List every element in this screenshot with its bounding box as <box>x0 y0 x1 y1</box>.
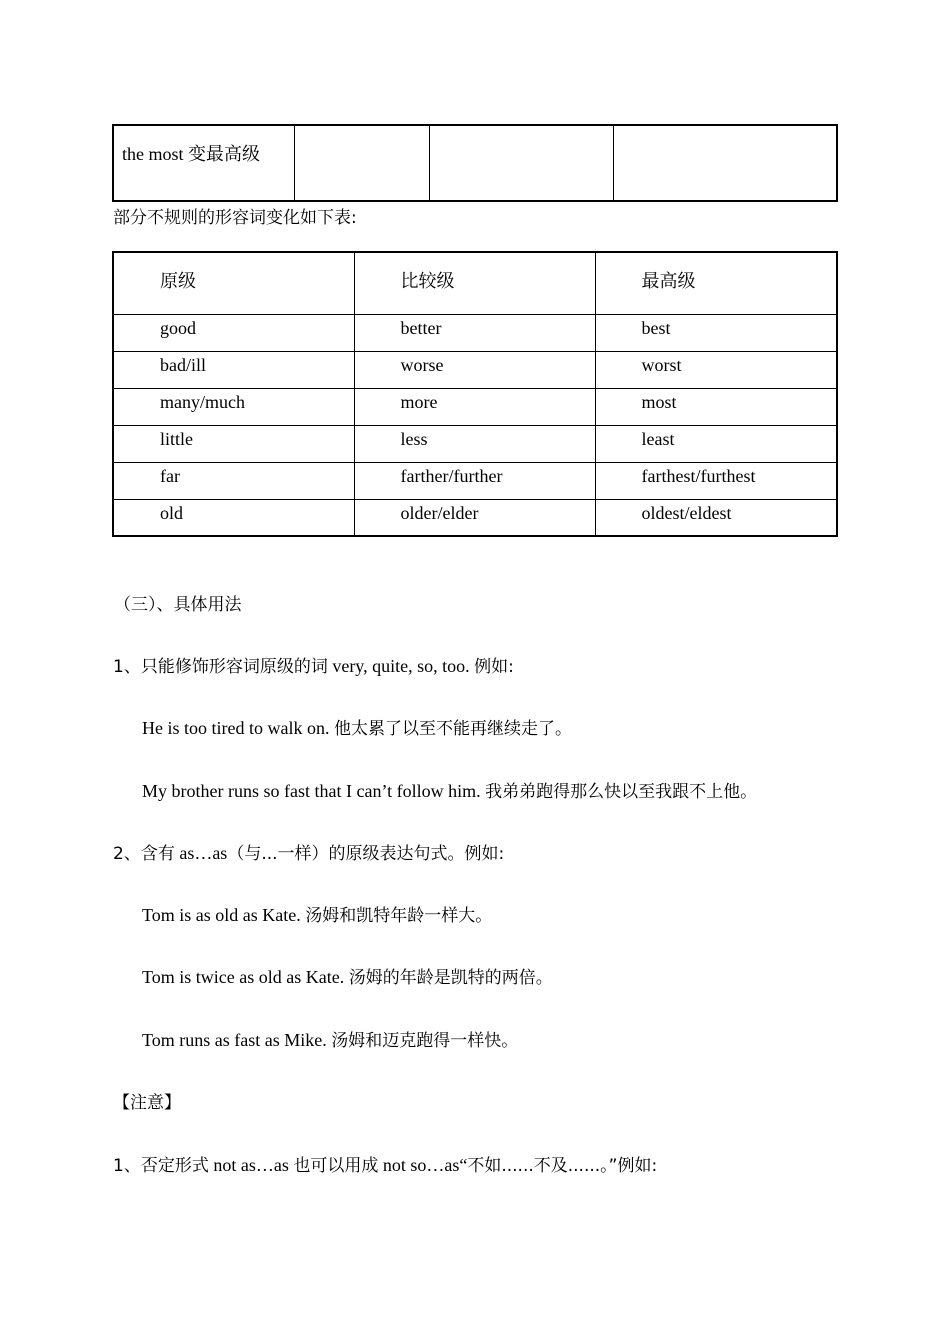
note-1-zh-c: 不如......不及......。”例如: <box>467 1156 658 1176</box>
cell-superlative: best <box>595 314 837 351</box>
header-superlative: 最高级 <box>595 252 837 314</box>
note-1-zh-a: 1、否定形式 <box>113 1156 209 1176</box>
rule-2 <box>113 839 504 864</box>
example-5 <box>142 1026 518 1051</box>
example-3-en: Tom is as old as Kate. <box>142 905 306 925</box>
cell-comparative: worse <box>354 351 595 388</box>
top-table-cell-text: the most 变最高级 <box>122 144 260 164</box>
cell-positive: good <box>113 314 354 351</box>
example-3-zh: 汤姆和凯特年龄一样大。 <box>305 906 493 926</box>
cell-positive: little <box>113 425 354 462</box>
table-row <box>113 314 837 351</box>
table-row <box>113 388 837 425</box>
intro-line: 部分不规则的形容词变化如下表: <box>113 208 357 228</box>
cell-positive: many/much <box>113 388 354 425</box>
cell-comparative: better <box>354 314 595 351</box>
example-5-zh: 汤姆和迈克跑得一样快。 <box>331 1031 519 1051</box>
example-2 <box>142 777 757 802</box>
header-positive: 原级 <box>113 252 354 314</box>
cell-positive: old <box>113 499 354 536</box>
example-1-zh: 他太累了以至不能再继续走了。 <box>333 719 572 739</box>
rule-1-en: very, quite, so, too. <box>327 656 475 676</box>
example-4-zh: 汤姆的年龄是凯特的两倍。 <box>348 968 553 988</box>
cell-superlative: farthest/furthest <box>595 462 837 499</box>
example-1 <box>142 714 572 739</box>
rule-1-zh-b: 例如: <box>474 657 514 677</box>
section-title: （三）、具体用法 <box>114 595 242 615</box>
rule-1-zh-a: 1、只能修饰形容词原级的词 <box>113 657 328 677</box>
cell-superlative: oldest/eldest <box>595 499 837 536</box>
note-1-en-1: not as…as <box>208 1155 294 1175</box>
example-1-en: He is too tired to walk on. <box>142 718 334 738</box>
example-4-en: Tom is twice as old as Kate. <box>142 967 349 987</box>
example-4 <box>142 963 553 988</box>
top-table-cell-3 <box>430 125 614 201</box>
top-table-cell-4 <box>614 125 838 201</box>
rule-2-zh-b: （与...一样）的原级表达句式。例如: <box>227 844 505 864</box>
table-header-row <box>113 252 837 314</box>
example-2-zh: 我弟弟跑得那么快以至我跟不上他。 <box>485 782 758 802</box>
cell-superlative: most <box>595 388 837 425</box>
table-row <box>113 351 837 388</box>
cell-comparative: older/elder <box>354 499 595 536</box>
cell-superlative: worst <box>595 351 837 388</box>
irregular-adjectives-table <box>112 251 838 537</box>
example-3 <box>142 901 492 926</box>
cell-positive: bad/ill <box>113 351 354 388</box>
rule-2-zh-a: 2、含有 <box>113 844 175 864</box>
cell-positive: far <box>113 462 354 499</box>
top-table-cell-1 <box>113 125 295 201</box>
cell-superlative: least <box>595 425 837 462</box>
note-1-en-2: not so…as“ <box>378 1155 468 1175</box>
top-table-fragment <box>112 124 838 202</box>
table-row <box>113 462 837 499</box>
note-1 <box>113 1151 657 1176</box>
example-5-en: Tom runs as fast as Mike. <box>142 1030 332 1050</box>
table-row <box>113 425 837 462</box>
cell-comparative: more <box>354 388 595 425</box>
header-comparative: 比较级 <box>354 252 595 314</box>
table-row <box>113 499 837 536</box>
cell-comparative: farther/further <box>354 462 595 499</box>
example-2-en: My brother runs so fast that I can’t follow him. <box>142 781 486 801</box>
note-1-zh-b: 也可以用成 <box>293 1156 379 1176</box>
rule-1 <box>113 652 514 677</box>
top-table-cell-2 <box>295 125 430 201</box>
rule-2-en: as…as <box>174 843 228 863</box>
note-title: 【注意】 <box>113 1093 181 1113</box>
cell-comparative: less <box>354 425 595 462</box>
